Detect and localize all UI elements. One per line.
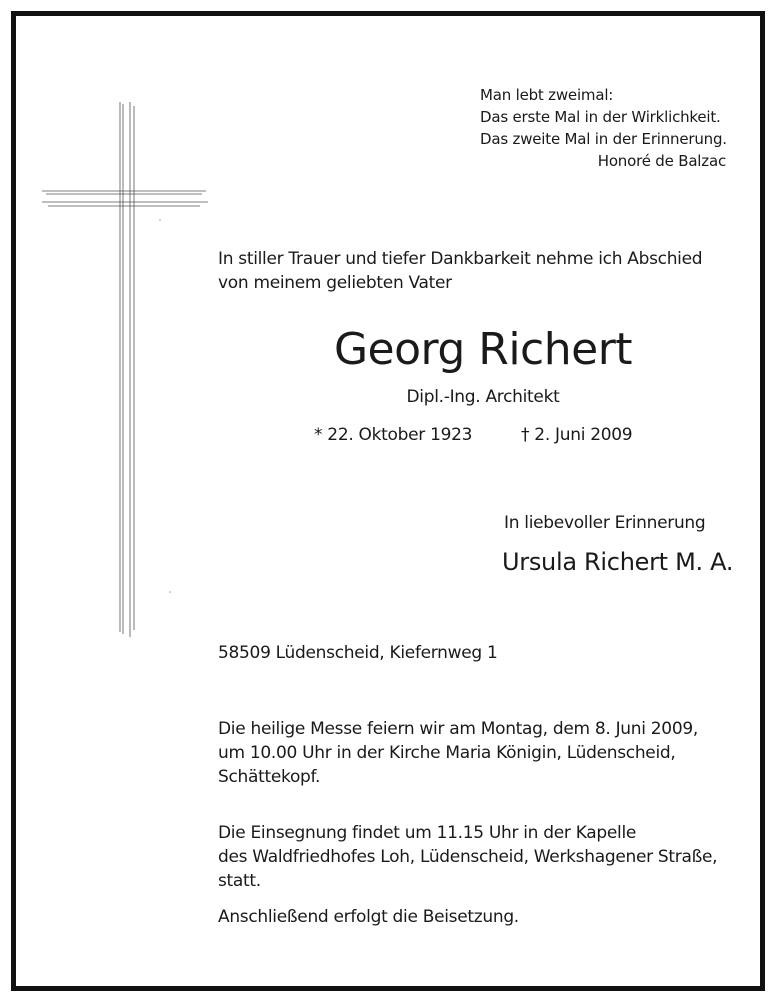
death-date: † 2. Juni 2009 [521,425,633,445]
quote-line: Das zweite Mal in der Erinnerung. [480,130,727,148]
intro-line-2: von meinem geliebten Vater [218,273,452,293]
address: 58509 Lüdenscheid, Kiefernweg 1 [218,643,498,663]
quote-block [480,84,727,150]
blessing-line-3: statt. [218,871,261,891]
birth-date: * 22. Oktober 1923 [314,425,473,445]
quote-line: Das erste Mal in der Wirklichkeit. [480,108,721,126]
notice-frame [11,11,765,991]
mass-line-1: Die heilige Messe feiern wir am Montag, dem 8. Juni 2009, [218,719,698,739]
mass-line-3: Schättekopf. [218,767,321,787]
burial-note: Anschließend erfolgt die Beisetzung. [218,907,519,927]
deceased-title: Dipl.-Ing. Architekt [406,387,560,407]
blessing-line-1: Die Einsegnung findet um 11.15 Uhr in der Kapelle [218,823,637,843]
mass-line-2: um 10.00 Uhr in der Kirche Maria Königin, Lüdenscheid, [218,743,676,763]
quote-line: Man lebt zweimal: [480,86,614,104]
remembrance-phrase: In liebevoller Erinnerung [504,513,706,533]
deceased-name: Georg Richert [333,324,633,375]
intro-line-1: In stiller Trauer und tiefer Dankbarkeit nehme ich Abschied [218,249,703,269]
signer-name: Ursula Richert M. A. [502,548,734,576]
quote-author: Honoré de Balzac [597,152,726,170]
blessing-line-2: des Waldfriedhofes Loh, Lüdenscheid, Werkshagener Straße, [218,847,718,867]
